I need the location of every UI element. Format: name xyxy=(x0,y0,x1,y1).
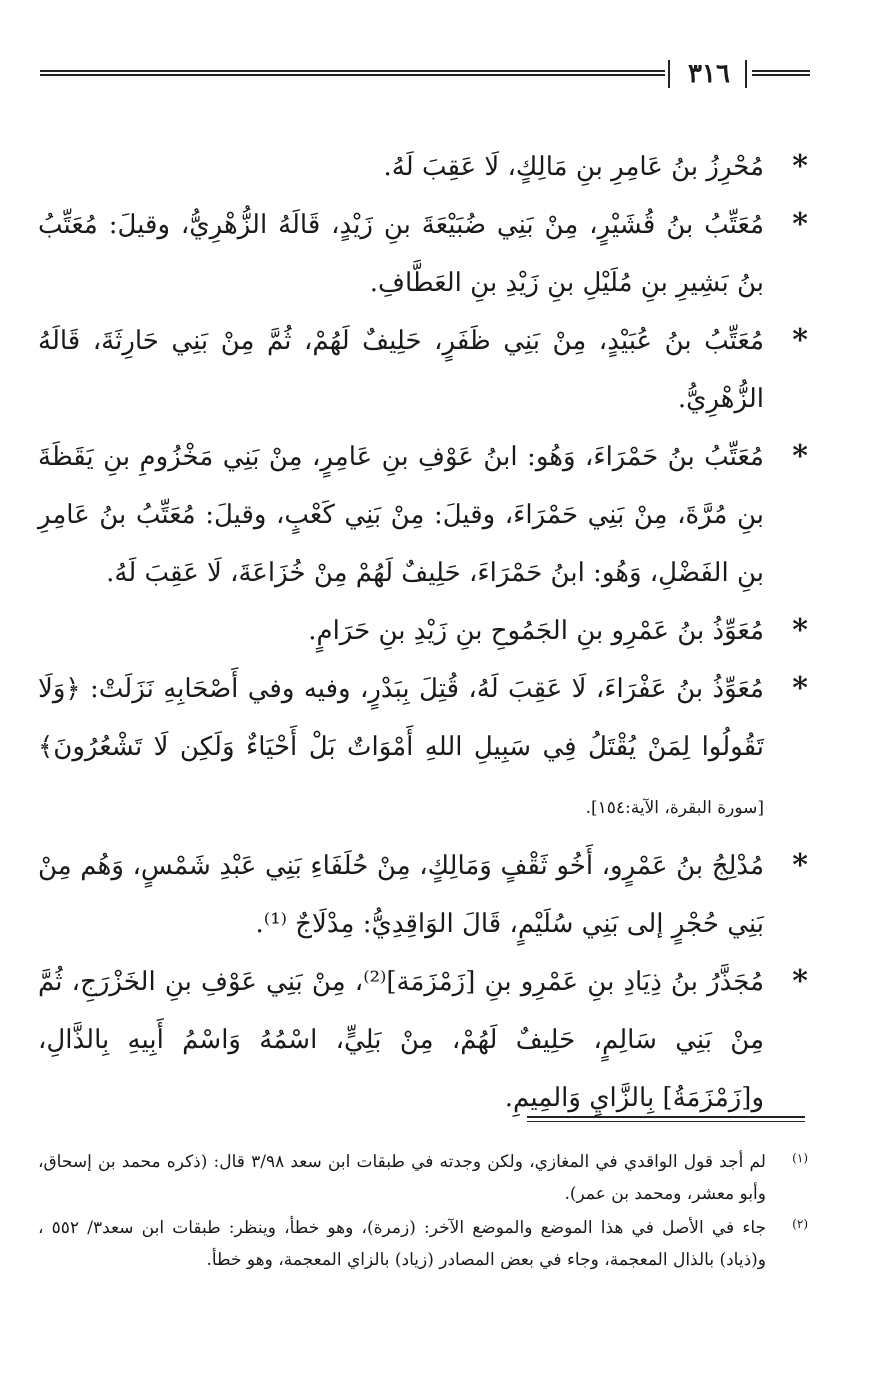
quran-citation: [سورة البقرة، الآية:١٥٤]. xyxy=(585,798,764,818)
asterisk-icon: * xyxy=(792,671,808,706)
entry-text: مُعَتِّبُ بنُ قُشَيْرٍ، مِنْ بَنِي ضُبَيْعَةَ بنِ زَيْدٍ، قَالَهُ الزُّهْرِيُّ، وقيلَ: مُعَتِّبُ بنُ بَشِيرِ بنِ مُلَيْلِ بنِ زَيْدِ بنِ العَطَّافِ. xyxy=(38,210,764,298)
footnote-2 xyxy=(38,1212,808,1276)
asterisk-icon: * xyxy=(792,149,808,184)
entry-muattib-hamra xyxy=(38,428,808,602)
entry-text: مُعَتِّبُ بنُ عُبَيْدٍ، مِنْ بَنِي ظَفَرٍ، حَلِيفٌ لَهُمْ، ثُمَّ مِنْ بَنِي حَارِثَةَ، قَالَهُ الزُّهْرِيُّ. xyxy=(38,326,764,414)
header-rule-left xyxy=(40,70,665,76)
asterisk-icon: * xyxy=(792,323,808,358)
entry-text: مُعَتِّبُ بنُ حَمْرَاءَ، وَهُو: ابنُ عَوْفِ بنِ عَامِرٍ، مِنْ بَنِي مَخْزُومِ بنِ يَقَظَةَ بنِ مُرَّةَ، مِنْ بَنِي حَمْرَاءَ، وقيلَ: مِنْ بَنِي كَعْبٍ، وقيلَ: مُعَتِّبُ بنُ عَامِرِ بنِ الفَضْلِ، وَهُو: ابنُ حَمْرَاءَ، حَلِيفٌ لَهُمْ مِنْ خُزَاعَةَ، لَا عَقِبَ لَهُ. xyxy=(38,442,764,588)
entry-mujadhdhar xyxy=(38,953,808,1127)
page-number: ٣١٦ xyxy=(688,59,730,89)
entry-muattib-ubayd xyxy=(38,312,808,428)
footnote-text: جاء في الأصل في هذا الموضع والموضع الآخر: (زمرة)، وهو خطأ، وينظر: طبقات ابن سعد٣/ ٥٥٢ ، و(ذياد) بالذال المعجمة، وجاء في بعض المصادر (زياد) بالزاي المعجمة، وهو خطأ. xyxy=(38,1218,767,1270)
entry-muawwidh-amr xyxy=(38,602,808,660)
asterisk-icon: * xyxy=(792,439,808,474)
footnote-text: لم أجد قول الواقدي في المغازي، ولكن وجدته في طبقات ابن سعد ٣/٩٨ قال: (ذكره محمد بن إسحاق، وأبو معشر، ومحمد بن عمر). xyxy=(38,1152,766,1204)
entries-list xyxy=(38,138,808,1127)
footnote-1 xyxy=(38,1146,808,1210)
entry-text: مُعَوِّذُ بنُ عَفْرَاءَ، لَا عَقِبَ لَهُ، قُتِلَ بِبَدْرٍ، وفيه وفي أَصْحَابِهِ نَزَلَتْ: ﴿وَلَا تَقُولُوا لِمَنْ يُقْتَلُ فِي سَبِيلِ اللهِ أَمْوَاتٌ بَلْ أَحْيَاءٌ وَلَكِن لَا تَشْعُرُونَ﴾ xyxy=(38,674,764,762)
asterisk-icon: * xyxy=(792,207,808,242)
footnote-marker: (١) xyxy=(792,1151,808,1165)
entry-muhriz xyxy=(38,138,808,196)
footnote-marker: (٢) xyxy=(792,1217,808,1231)
entry-mudlij xyxy=(38,837,808,953)
header-rule-right xyxy=(752,70,810,76)
entry-text: مُعَوِّذُ بنُ عَمْرِو بنِ الجَمُوحِ بنِ زَيْدِ بنِ حَرَامٍ. xyxy=(308,616,764,646)
header-divider xyxy=(668,60,670,88)
asterisk-icon: * xyxy=(792,964,808,999)
entry-text: مُدْلِجُ بنُ عَمْرٍو، أَخُو ثَقْفٍ وَمَالِكٍ، مِنْ حُلَفَاءِ بَنِي عَبْدِ شَمْسٍ، وَهُم مِنْ بَنِي حُجْرٍ إلى بَنِي سُلَيْمٍ، قَالَ الوَاقِدِيُّ: مِدْلَاجٌ ⁽¹⁾. xyxy=(38,851,764,939)
entry-muawwidh-afra xyxy=(38,660,808,837)
entry-text: مُحْرِزُ بنُ عَامِرِ بنِ مَالِكٍ، لَا عَقِبَ لَهُ. xyxy=(383,152,764,182)
asterisk-icon: * xyxy=(792,848,808,883)
footnotes xyxy=(38,1146,808,1278)
asterisk-icon: * xyxy=(792,613,808,648)
footnote-separator xyxy=(527,1116,805,1122)
header-divider xyxy=(745,60,747,88)
entry-muattib-qushayr xyxy=(38,196,808,312)
page-header xyxy=(40,58,810,94)
entry-text: مُجَذَّرُ بنُ ذِيَادِ بنِ عَمْرِو بنِ [زَمْزَمَة]⁽²⁾، مِنْ بَنِي عَوْفِ بنِ الخَزْرَجِ، ثُمَّ مِنْ بَنِي سَالِمٍ، حَلِيفٌ لَهُمْ، مِنْ بَلِيٍّ، اسْمُهُ وَاسْمُ أَبِيهِ بِالذَّالِ، و[زَمْزَمَةُ] بِالزَّايِ وَالمِيمِ. xyxy=(38,967,764,1113)
